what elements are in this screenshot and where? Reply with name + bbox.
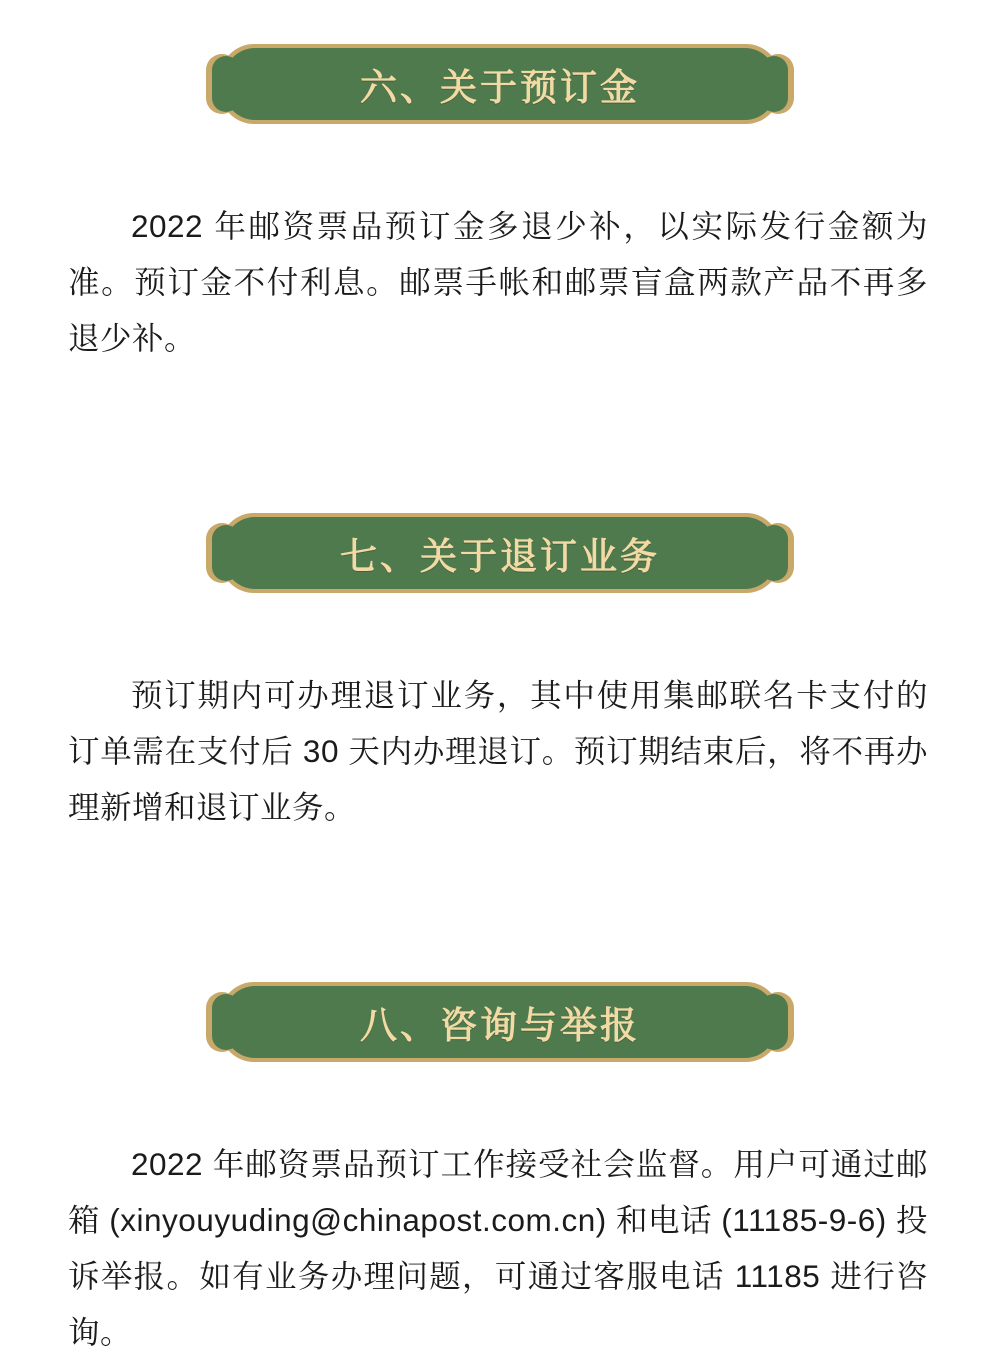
section-deposit — [0, 0, 1000, 366]
section-body-text: 预订期内可办理退订业务，其中使用集邮联名卡支付的订单需在支付后 30 天内办理退订。预订期结束后，将不再办理新增和退订业务。 — [68, 676, 928, 825]
section-heading-banner-3 — [0, 982, 1000, 1062]
section-inquiry-report — [0, 866, 1000, 1360]
section-heading-text: 六、关于预订金 — [360, 65, 640, 109]
section-heading-text: 七、关于退订业务 — [340, 534, 660, 578]
section-heading-banner-2 — [0, 513, 1000, 593]
section-body-text: 2022 年邮资票品预订工作接受社会监督。用户可通过邮箱 (xinyouyuding@chinapost.com.cn) 和电话 (11185-9-6) 投诉举报。如有业务办理问题，可通过客服电话 11185 进行咨询。 — [68, 1145, 928, 1350]
banner-plaque — [220, 44, 780, 124]
section-cancellation — [0, 397, 1000, 835]
banner-plaque — [220, 982, 780, 1062]
banner-plaque — [220, 513, 780, 593]
section-body-text: 2022 年邮资票品预订金多退少补，以实际发行金额为准。预订金不付利息。邮票手帐和邮票盲盒两款产品不再多退少补。 — [68, 207, 928, 356]
section-heading-text: 八、咨询与举报 — [360, 1003, 640, 1047]
section-heading-banner-1 — [0, 44, 1000, 124]
